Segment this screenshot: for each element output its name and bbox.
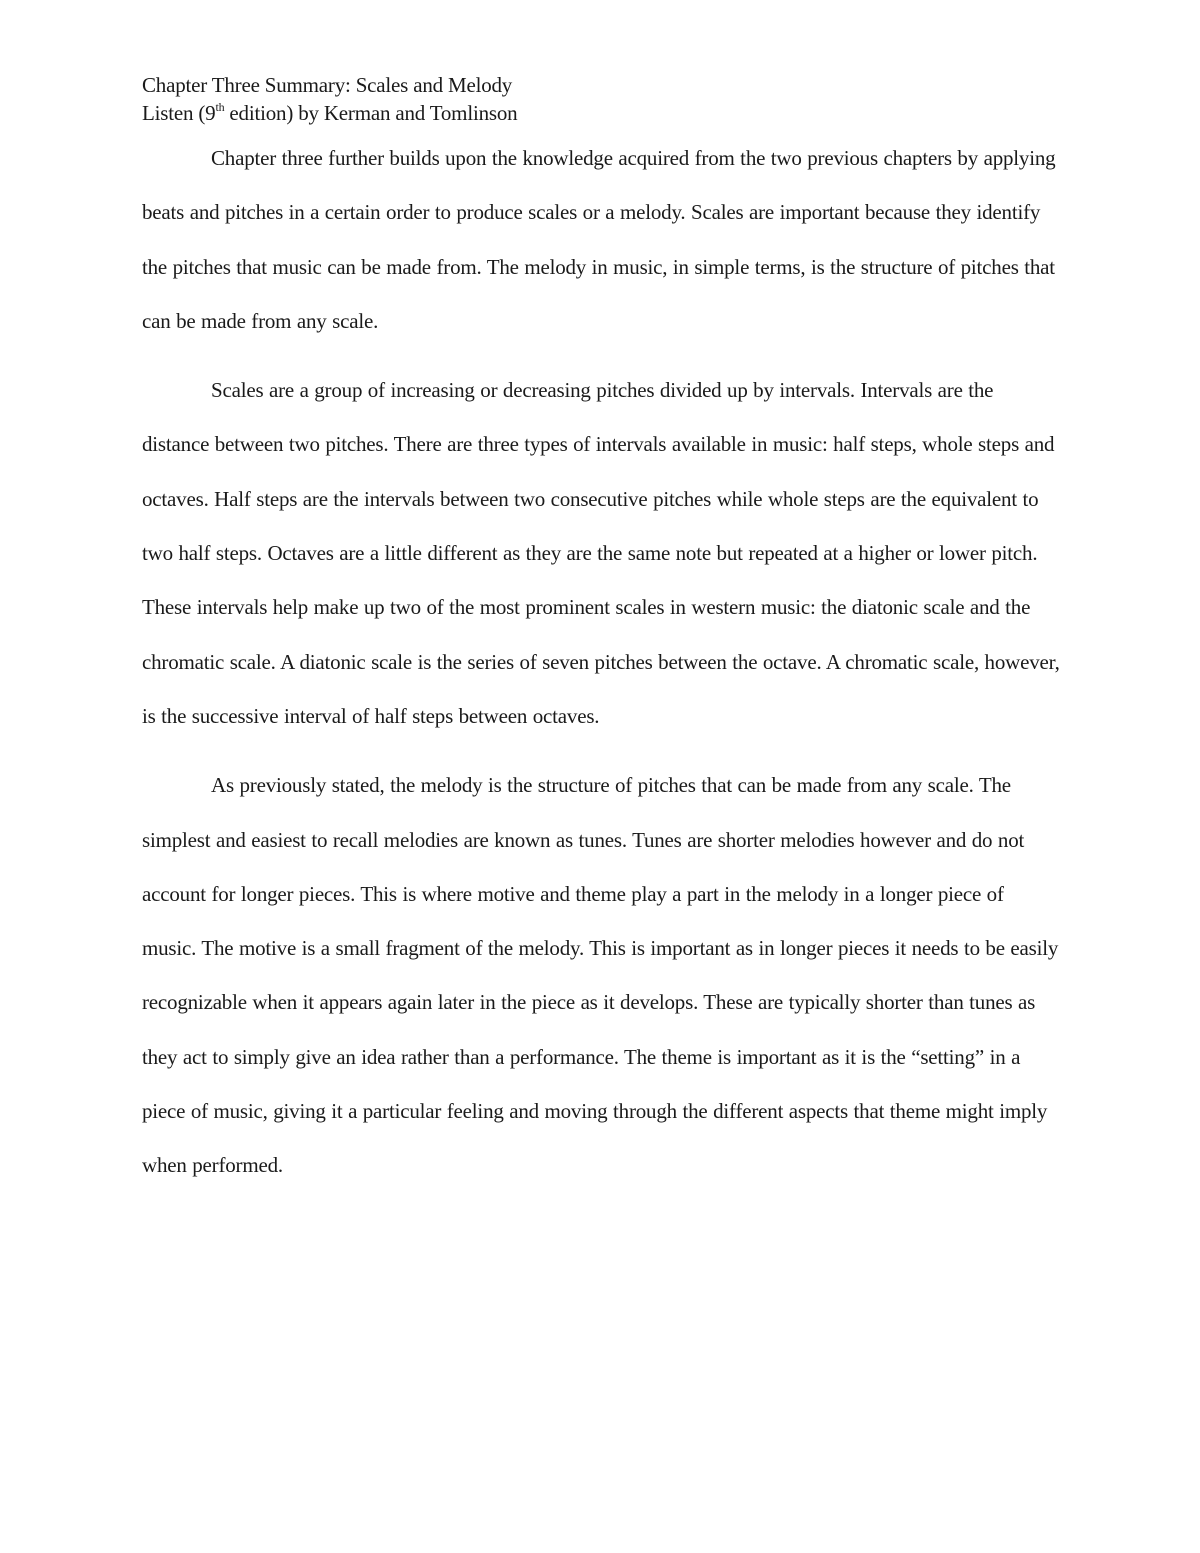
subtitle-superscript: th [215,100,225,114]
paragraph-scales: Scales are a group of increasing or decreasing pitches divided up by intervals. Intervals are the distance between two pitches. There are three types of intervals available in music: half steps, whole steps and octaves. Half steps are the intervals between two consecutive pitches while whole steps are the equivalent to two half steps. Octaves are a little different as they are the same note but repeated at a higher or lower pitch. These intervals help make up two of the most prominent scales in western music: the diatonic scale and the chromatic scale. A diatonic scale is the series of seven pitches between the octave. A chromatic scale, however, is the successive interval of half steps between octaves. [142,378,1060,728]
document-header [142,71,1062,127]
subtitle-rest: edition) by Kerman and Tomlinson [224,101,518,125]
paragraph-melody: As previously stated, the melody is the structure of pitches that can be made from any scale. The simplest and easiest to recall melodies are known as tunes. Tunes are shorter melodies however and do not account for longer pieces. This is where motive and theme play a part in the melody in a longer piece of music. The motive is a small fragment of the melody. This is important as in longer pieces it needs to be easily recognizable when it appears again later in the piece as it develops. These are typically shorter than tunes as they act to simply give an idea rather than a performance. The theme is important as it is the “setting” in a piece of music, giving it a particular feeling and moving through the different aspects that theme might imply when performed. [142,773,1059,1178]
subtitle-lead: Listen (9 [142,101,216,125]
paragraph-intro: Chapter three further builds upon the knowledge acquired from the two previous chapters by applying beats and pitches in a certain order to produce scales or a melody. Scales are important because they identify the pitches that music can be made from. The melody in music, in simple terms, is the structure of pitches that can be made from any scale. [142,146,1056,333]
document-body [142,131,1062,1193]
document-subtitle [142,99,1062,127]
document-title: Chapter Three Summary: Scales and Melody [142,73,513,97]
